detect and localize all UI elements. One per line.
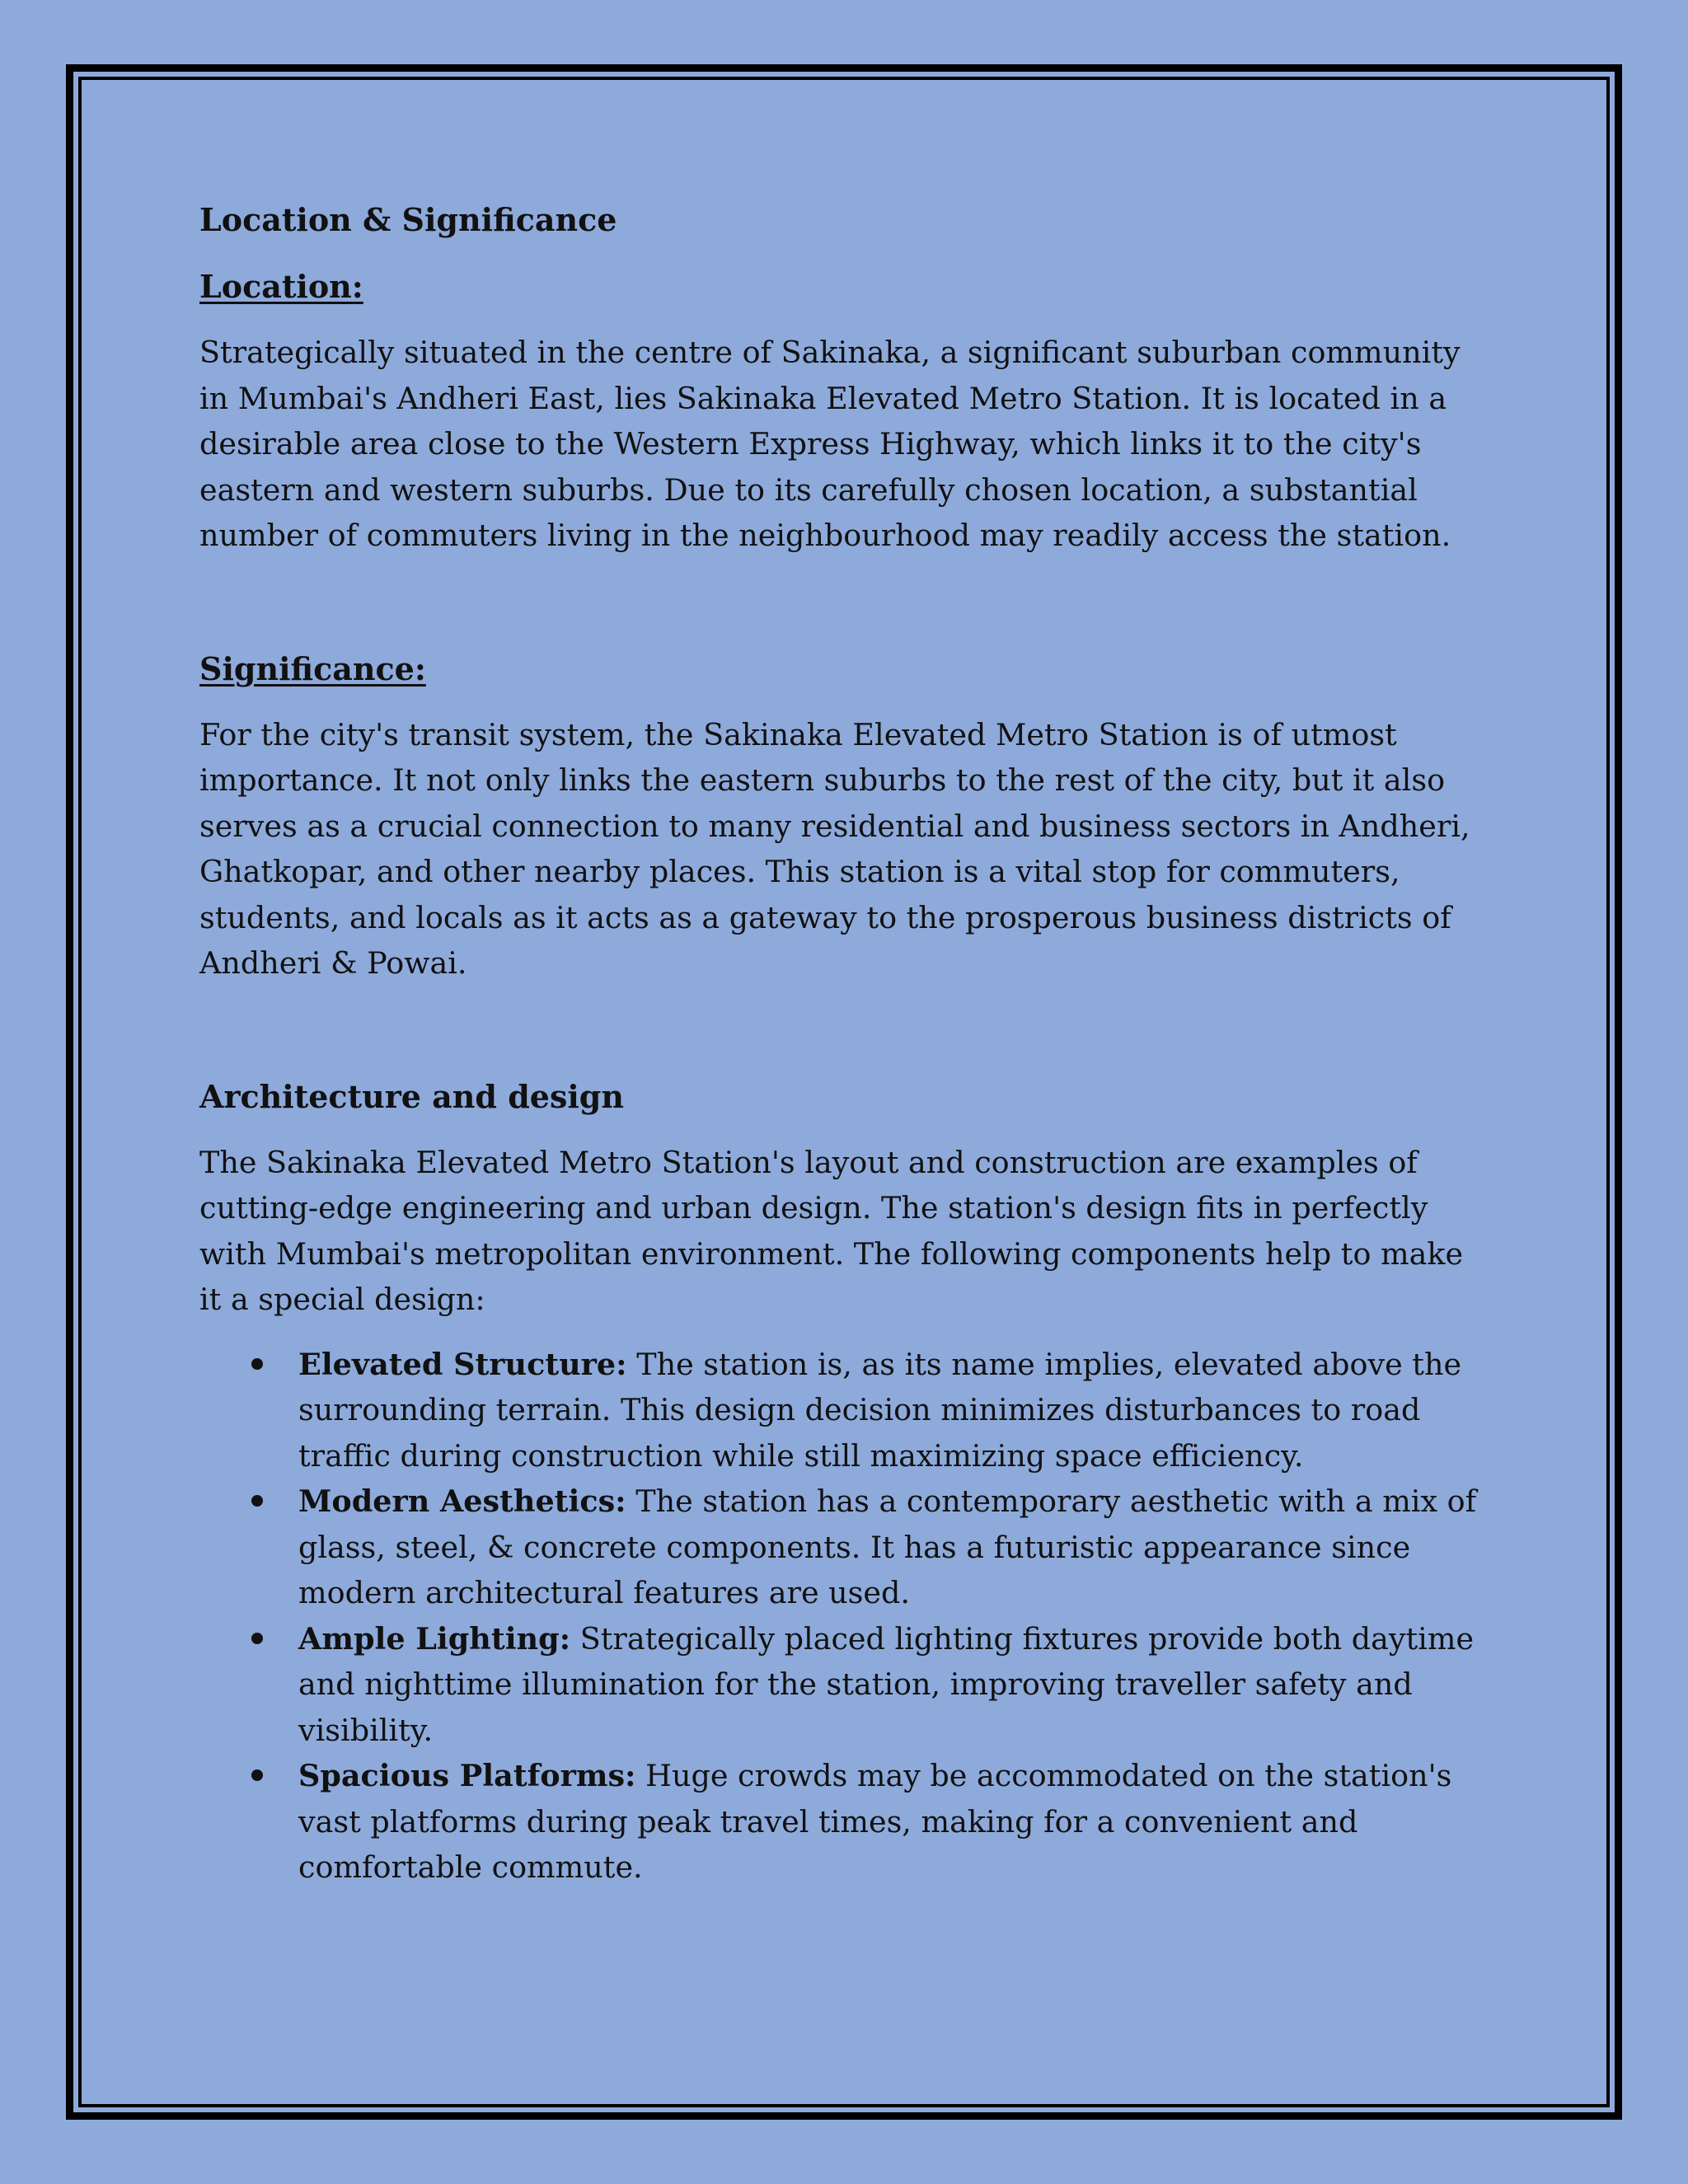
list-item-label: Modern Aesthetics: [298, 1483, 626, 1519]
list-item-text: The station is, as its name implies, elevated above the surrounding terrain. This design decision minimizes disturbances to road traffic during construction while still maximizing space efficiency. [298, 1346, 1462, 1474]
list-item-text: Huge crowds may be accommodated on the station's vast platforms during peak travel times, making for a convenient and comfortable commute. [298, 1758, 1452, 1885]
location-paragraph: Strategically situated in the centre of Sakinaka, a significant suburban community in Mumbai's Andheri East, lies Sakinaka Elevated Metro Station. It is located in a desirable area close to the Western Express Highway, which links it to the city's eastern and western suburbs. Due to its carefully chosen location, a substantial number of commuters living in the neighbourhood may readily access the station. [199, 335, 1461, 553]
list-item-label: Spacious Platforms: [298, 1758, 636, 1793]
document-body [199, 196, 1492, 1891]
section-title-location-significance: Location & Significance [199, 201, 617, 238]
section-title-architecture: Architecture and design [199, 1077, 625, 1115]
architecture-feature-list [199, 1342, 1492, 1891]
list-item [199, 1342, 1492, 1479]
bullet-icon [251, 1358, 263, 1370]
list-item [199, 1753, 1492, 1891]
bullet-icon [251, 1633, 263, 1644]
list-item-label: Ample Lighting: [298, 1620, 571, 1657]
significance-heading: Significance: [199, 649, 426, 687]
list-item [199, 1479, 1492, 1616]
list-item-text: The station has a contemporary aesthetic with a mix of glass, steel, & concrete components. It has a futuristic appearance since modern architectural features are used. [298, 1483, 1477, 1610]
location-heading: Location: [199, 268, 363, 305]
bullet-icon [251, 1495, 263, 1507]
significance-paragraph: For the city's transit system, the Sakinaka Elevated Metro Station is of utmost importance. It not only links the eastern suburbs to the rest of the city, but it also serves as a crucial connection to many residential and business sectors in Andheri, Ghatkopar, and other nearby places. This station is a vital stop for commuters, students, and locals as it acts as a gateway to the prosperous business districts of Andheri & Powai. [199, 716, 1470, 981]
list-item [199, 1616, 1492, 1754]
list-item-label: Elevated Structure: [298, 1346, 627, 1382]
bullet-icon [251, 1769, 263, 1781]
architecture-intro-paragraph: The Sakinaka Elevated Metro Station's layout and construction are examples of cutting-edge engineering and urban design. The station's design fits in perfectly with Mumbai's metropolitan environment. The following components help to make it a special design: [199, 1144, 1464, 1317]
list-item-text: Strategically placed lighting fixtures provide both daytime and nighttime illumination for the station, improving traveller safety and visibility. [298, 1620, 1475, 1748]
